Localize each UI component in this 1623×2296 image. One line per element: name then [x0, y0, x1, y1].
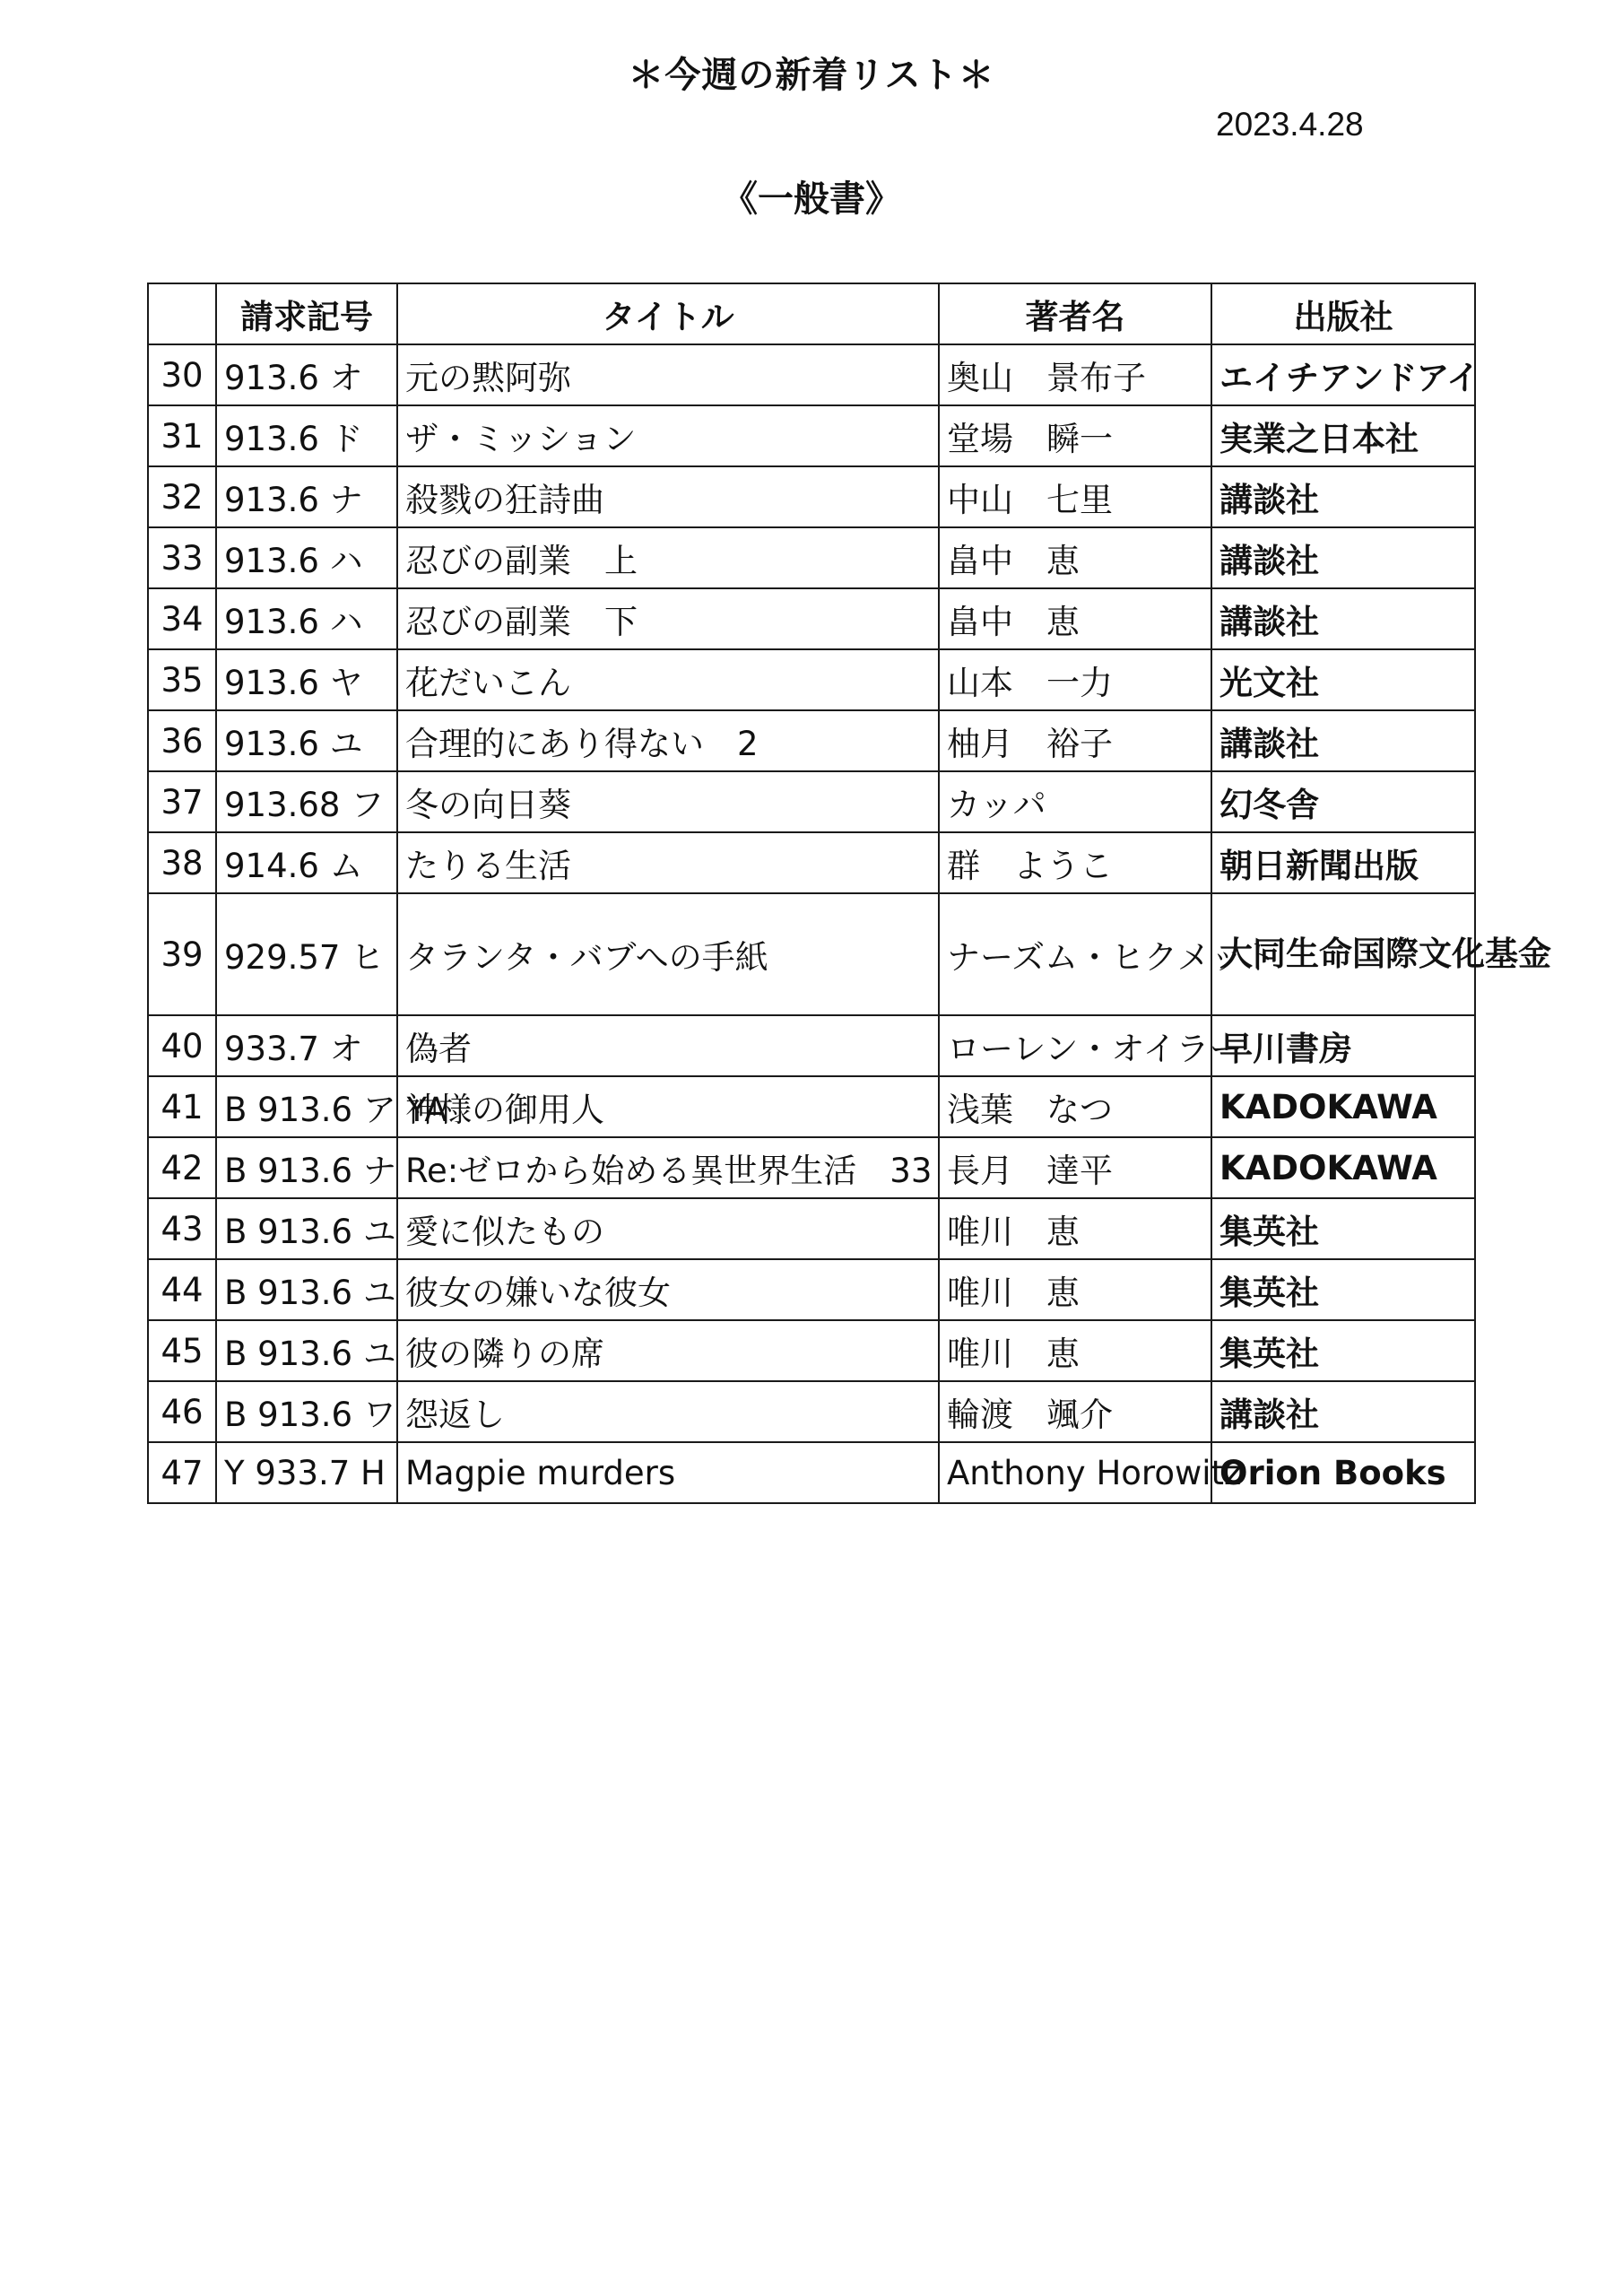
cell-call-number: 913.6 ド [216, 405, 397, 466]
cell-author: 浅葉 なつ [939, 1076, 1211, 1137]
cell-publisher: 光文社 [1211, 649, 1475, 710]
table-row [148, 1381, 1475, 1442]
cell-call-number: 933.7 オ [216, 1015, 397, 1076]
cell-publisher: 早川書房 [1211, 1015, 1475, 1076]
table-row [148, 1015, 1475, 1076]
cell-author: 唯川 恵 [939, 1259, 1211, 1320]
cell-author: 長月 達平 [939, 1137, 1211, 1198]
table-row [148, 1259, 1475, 1320]
cell-title: Re:ゼロから始める異世界生活 33 [397, 1137, 939, 1198]
cell-publisher: KADOKAWA [1211, 1076, 1475, 1137]
cell-no: 35 [148, 649, 216, 710]
table-row [148, 1137, 1475, 1198]
table-row [148, 588, 1475, 649]
cell-title: 花だいこん [397, 649, 939, 710]
cell-call-number: Y 933.7 H [216, 1442, 397, 1503]
cell-author: Anthony Horowitz [939, 1442, 1211, 1503]
cell-publisher: 講談社 [1211, 1381, 1475, 1442]
table-row [148, 771, 1475, 832]
cell-publisher: 集英社 [1211, 1259, 1475, 1320]
cell-no: 39 [148, 893, 216, 1015]
cell-author: カッパ [939, 771, 1211, 832]
cell-no: 33 [148, 527, 216, 588]
cell-title: たりる生活 [397, 832, 939, 893]
cell-publisher: 講談社 [1211, 527, 1475, 588]
column-header-publisher: 出版社 [1211, 283, 1475, 344]
cell-call-number: B 913.6 ユ [216, 1259, 397, 1320]
list-date: 2023.4.28 [1216, 106, 1364, 143]
table-row [148, 405, 1475, 466]
cell-publisher: 講談社 [1211, 588, 1475, 649]
cell-publisher: エイチアンドアイ [1211, 344, 1475, 405]
cell-author: ローレン・オイラー [939, 1015, 1211, 1076]
cell-no: 42 [148, 1137, 216, 1198]
cell-no: 36 [148, 710, 216, 771]
cell-author: 畠中 恵 [939, 588, 1211, 649]
cell-publisher: KADOKAWA [1211, 1137, 1475, 1198]
cell-no: 30 [148, 344, 216, 405]
cell-title: 愛に似たもの [397, 1198, 939, 1259]
cell-no: 41 [148, 1076, 216, 1137]
cell-author: 中山 七里 [939, 466, 1211, 527]
table-header-row [148, 283, 1475, 344]
cell-title: 神様の御用人 [397, 1076, 939, 1137]
section-title: 《一般書》 [722, 178, 901, 220]
cell-call-number: B 913.6 ワ [216, 1381, 397, 1442]
cell-no: 44 [148, 1259, 216, 1320]
column-header-author: 著者名 [939, 283, 1211, 344]
cell-call-number: B 913.6 ユ [216, 1198, 397, 1259]
cell-call-number: 914.6 ム [216, 832, 397, 893]
cell-title: 忍びの副業 上 [397, 527, 939, 588]
cell-title: 怨返し [397, 1381, 939, 1442]
cell-publisher: Orion Books [1211, 1442, 1475, 1503]
cell-publisher: 講談社 [1211, 466, 1475, 527]
cell-author: 柚月 裕子 [939, 710, 1211, 771]
cell-no: 43 [148, 1198, 216, 1259]
cell-call-number: 913.6 ヤ [216, 649, 397, 710]
cell-call-number: 913.6 オ [216, 344, 397, 405]
cell-author: 堂場 瞬一 [939, 405, 1211, 466]
cell-title: 元の黙阿弥 [397, 344, 939, 405]
table-row [148, 832, 1475, 893]
cell-publisher: 集英社 [1211, 1320, 1475, 1381]
cell-call-number: 913.6 ハ [216, 527, 397, 588]
cell-author: 畠中 恵 [939, 527, 1211, 588]
cell-call-number: B 913.6 ユ [216, 1320, 397, 1381]
cell-author: ナーズム・ヒクメット [939, 893, 1211, 1015]
table-row [148, 1442, 1475, 1503]
cell-call-number: 929.57 ヒ [216, 893, 397, 1015]
cell-call-number: 913.6 ユ [216, 710, 397, 771]
cell-call-number: 913.6 ハ [216, 588, 397, 649]
column-header-title: タイトル [397, 283, 939, 344]
page-title: ＊今週の新着リスト＊ [628, 55, 995, 96]
cell-author: 唯川 恵 [939, 1320, 1211, 1381]
cell-publisher: 集英社 [1211, 1198, 1475, 1259]
cell-publisher: 講談社 [1211, 710, 1475, 771]
cell-title: 合理的にあり得ない 2 [397, 710, 939, 771]
cell-author: 奥山 景布子 [939, 344, 1211, 405]
cell-title: 忍びの副業 下 [397, 588, 939, 649]
new-arrivals-table [147, 283, 1551, 1504]
cell-title: 殺戮の狂詩曲 [397, 466, 939, 527]
column-header-no [148, 283, 216, 344]
cell-no: 31 [148, 405, 216, 466]
table-row [148, 527, 1475, 588]
cell-title: 偽者 [397, 1015, 939, 1076]
cell-no: 34 [148, 588, 216, 649]
cell-call-number: 913.6 ナ [216, 466, 397, 527]
cell-call-number: B 913.6 ア YA [216, 1076, 397, 1137]
table-row [148, 466, 1475, 527]
cell-title: 彼女の嫌いな彼女 [397, 1259, 939, 1320]
cell-no: 38 [148, 832, 216, 893]
cell-title: ザ・ミッション [397, 405, 939, 466]
cell-no: 40 [148, 1015, 216, 1076]
cell-author: 山本 一力 [939, 649, 1211, 710]
cell-no: 32 [148, 466, 216, 527]
cell-title: 彼の隣りの席 [397, 1320, 939, 1381]
cell-title: タランタ・バブへの手紙 [397, 893, 939, 1015]
table-row [148, 649, 1475, 710]
table-row [148, 1198, 1475, 1259]
cell-call-number: 913.68 フ [216, 771, 397, 832]
cell-author: 群 ようこ [939, 832, 1211, 893]
cell-publisher: 実業之日本社 [1211, 405, 1475, 466]
cell-no: 47 [148, 1442, 216, 1503]
table-row [148, 1076, 1475, 1137]
cell-no: 37 [148, 771, 216, 832]
cell-publisher: 大同生命国際文化基金 [1211, 893, 1475, 1015]
cell-publisher: 幻冬舎 [1211, 771, 1475, 832]
cell-title: Magpie murders [397, 1442, 939, 1503]
cell-author: 唯川 恵 [939, 1198, 1211, 1259]
table-row [148, 344, 1475, 405]
cell-title: 冬の向日葵 [397, 771, 939, 832]
column-header-call-number: 請求記号 [216, 283, 397, 344]
table-body [148, 344, 1551, 1503]
cell-publisher: 朝日新聞出版 [1211, 832, 1475, 893]
table-row [148, 1320, 1475, 1381]
cell-author: 輪渡 颯介 [939, 1381, 1211, 1442]
cell-no: 46 [148, 1381, 216, 1442]
table-row [148, 893, 1475, 1015]
table-row [148, 710, 1475, 771]
cell-no: 45 [148, 1320, 216, 1381]
cell-call-number: B 913.6 ナ [216, 1137, 397, 1198]
